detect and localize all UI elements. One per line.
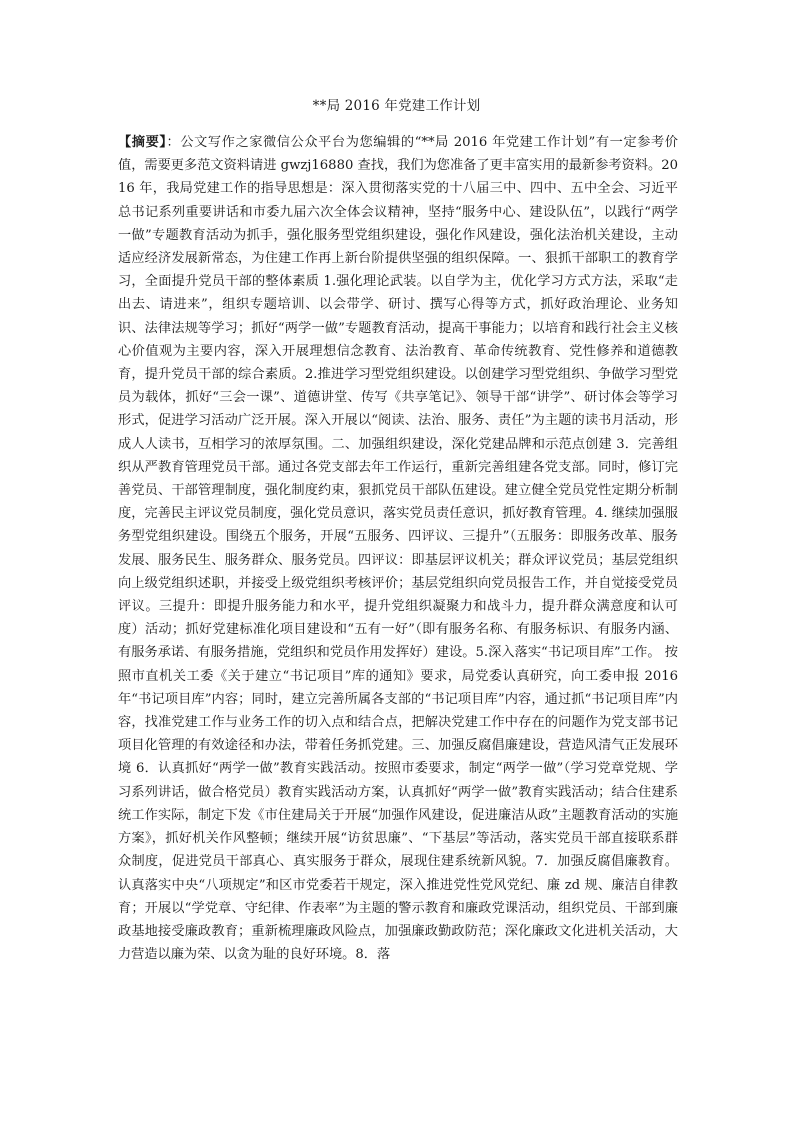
- abstract-label: 【摘要】: [118, 135, 167, 150]
- document-title: **局 2016 年党建工作计划: [312, 98, 481, 114]
- body-text: ：公文写作之家微信公众平台为您编辑的“**局 2016 年党建工作计划”有一定参考价值，需要更多范文资料请进 gwzj16880 查找，我们为您准备了更丰富实用的最新参考资料。2016 年，我局党建工作的指导思想是：深入贯彻落实党的十八届三中、四中、五中全会、习近平总书记系列重要讲话和市委九届六次全体会议精神，坚持“服务中心、建设队伍”，以践行“两学一做”专题教育活动为抓手，强化服务型党组织建设，强化作风建设，强化法治机关建设，主动适应经济发展新常态，为住建工作再上新台阶提供坚强的组织保障。一、狠抓干部职工的教育学习，全面提升党员干部的整体素质 1.强化理论武装。以自学为主，优化学习方式方法，采取“走出去、请进来”，组织专题培训、以会带学、研讨、撰写心得等方式，抓好政治理论、业务知识、法律法规等学习；抓好“两学一做”专题教育活动，提高干事能力；以培育和践行社会主义核心价值观为主要内容，深入开展理想信念教育、法治教育、革命传统教育、党性修养和道德教育，提升党员干部的综合素质。2.推进学习型党组织建设。以创建学习型党组织、争做学习型党员为载体，抓好“三会一课”、道德讲堂、传写《共享笔记》、领导干部“讲学”、研讨体会等学习形式，促进学习活动广泛开展。深入开展以“阅读、法治、服务、责任”为主题的读书月活动，形成人人读书，互相学习的浓厚氛围。二、加强组织建设，深化党建品牌和示范点创建 3．完善组织从严教育管理党员干部。通过各党支部去年工作运行，重新完善组建各党支部。同时，修订完善党员、干部管理制度，强化制度约束，狠抓党员干部队伍建设。建立健全党员党性定期分析制度，完善民主评议党员制度，强化党员意识，落实党员责任意识，抓好教育管理。4. 继续加强服务型党组织建设。围绕五个服务，开展“五服务、四评议、三提升”（五服务：即服务改革、服务发展、服务民生、服务群众、服务党员。四评议：即基层评议机关；群众评议党员；基层党组织向上级党组织述职，并接受上级党组织考核评价；基层党组织向党员报告工作，并自觉接受党员评议。三提升：即提升服务能力和水平，提升党组织凝聚力和战斗力，提升群众满意度和认可度）活动；抓好党建标准化项目建设和“五有一好”（即有服务名称、有服务标识、有服务内涵、有服务承诺、有服务措施，党组织和党员作用发挥好）建设。5.深入落实“书记项目库”工作。 按照市直机关工委《关于建立“书记项目”库的通知》要求，局党委认真研究，向工委申报 2016 年“书记项目库”内容；同时，建立完善所属各支部的“书记项目库”内容，通过抓“书记项目库”内容，找准党建工作与业务工作的切入点和结合点，把解决党建工作中存在的问题作为党支部书记项目化管理的有效途径和办法，带着任务抓党建。三、加强反腐倡廉建设，营造风清气正发展环境 6．认真抓好“两学一做”教育实践活动。按照市委要求，制定“两学一做”（学习党章党规、学习系列讲话，做合格党员）教育实践活动方案，认真抓好“两学一做”教育实践活动；结合住建系统工作实际，制定下发《市住建局关于开展“加强作风建设，促进廉洁从政”主题教育活动的实施方案》，抓好机关作风整顿；继续开展“访贫思廉”、“下基层”等活动，落实党员干部直接联系群众制度，促进党员干部真心、真实服务于群众，展现住建系统新风貌。7．加强反腐倡廉教育。认真落实中央“八项规定”和区市党委若干规定，深入推进党性党风党纪、廉 zd 规、廉洁自律教育；开展以“学党章、守纪律、作表率”为主题的警示教育和廉政党课活动，组织党员、干部到廉政基地接受廉政教育；重新梳理廉政风险点，加强廉政勤政防范；深化廉政文化进机关活动，大力营造以廉为荣、以贪为耻的良好环境。8．落: [118, 135, 678, 963]
- document-body: [118, 131, 678, 966]
